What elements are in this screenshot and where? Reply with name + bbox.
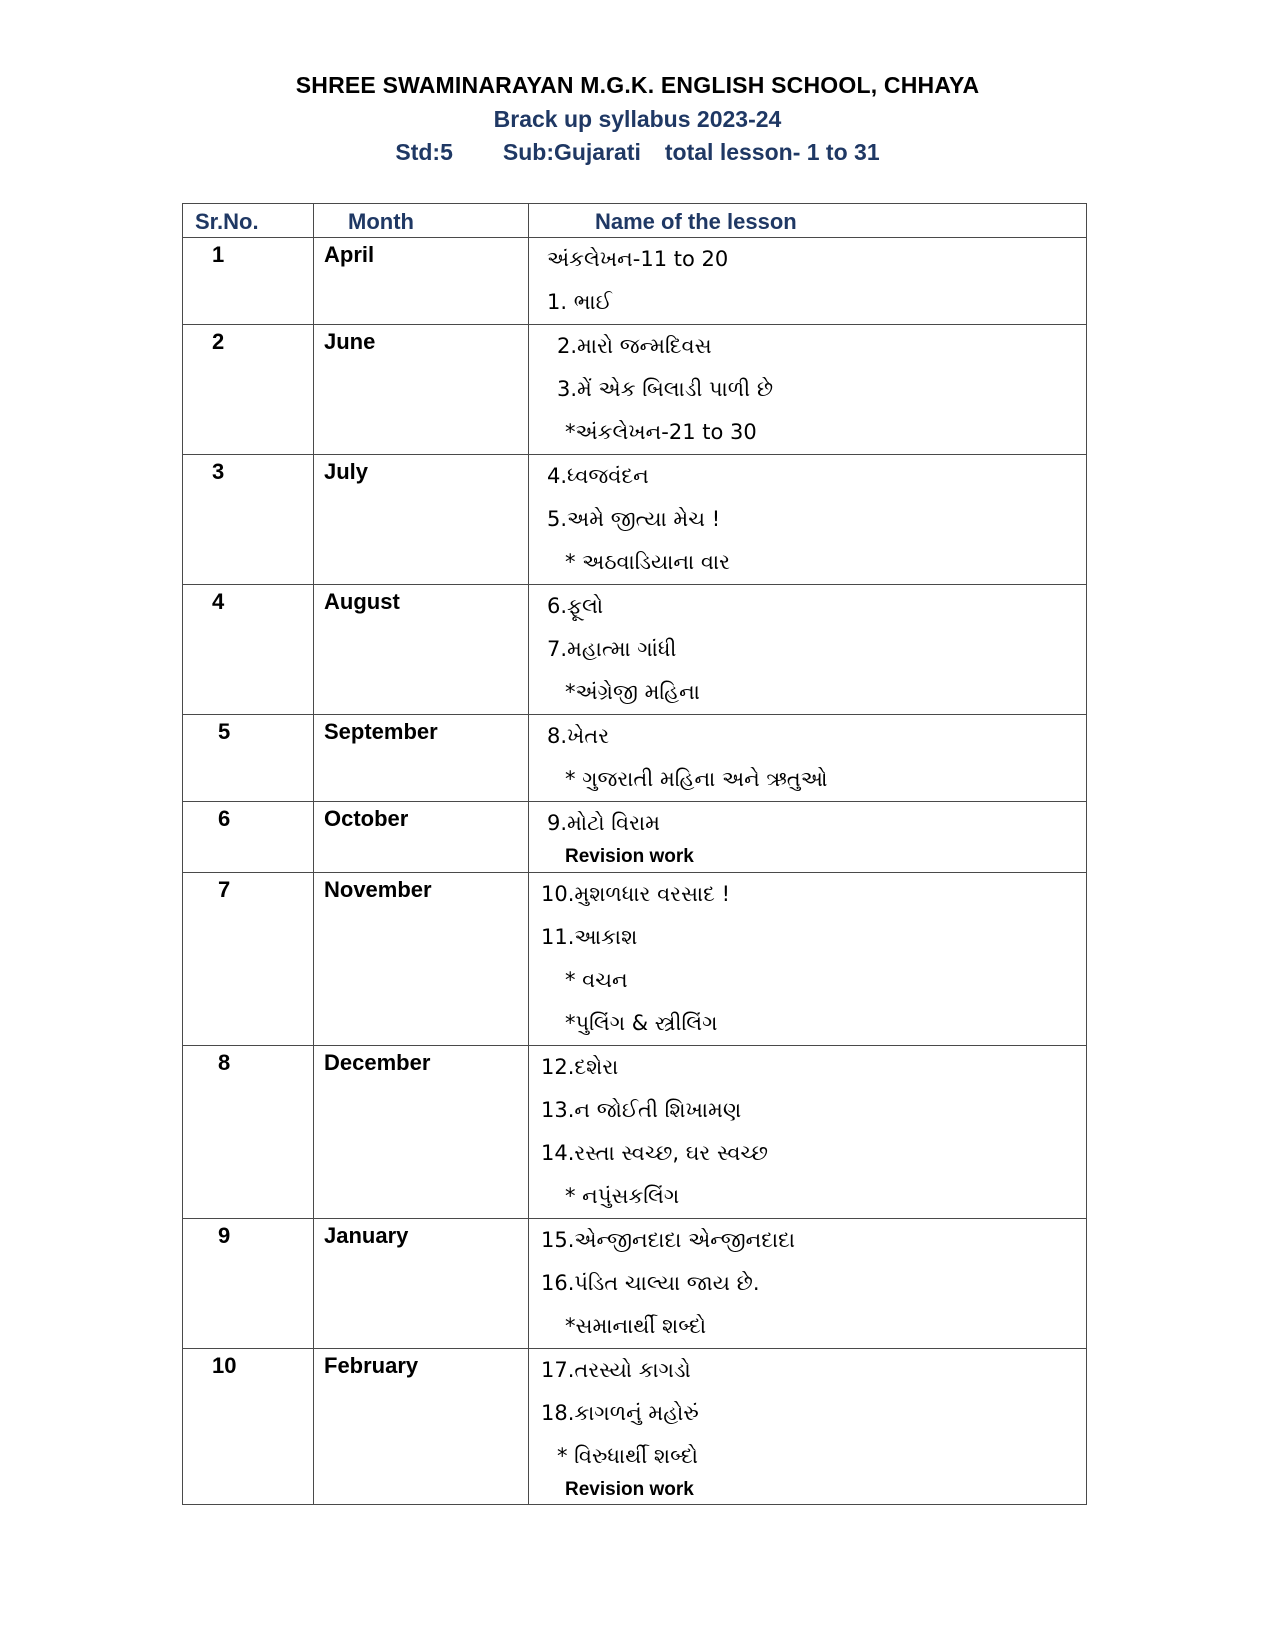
sr-no-cell: 1 xyxy=(183,238,314,325)
month-cell: October xyxy=(314,802,529,873)
sr-no-cell: 3 xyxy=(183,455,314,585)
column-header-sr-no: Sr.No. xyxy=(183,204,314,238)
sr-no-cell: 10 xyxy=(183,1349,314,1505)
table-row xyxy=(183,873,1087,1046)
table-row xyxy=(183,325,1087,455)
lesson-cell xyxy=(529,1219,1087,1349)
lesson-item: 3.મેં એક બિલાડી પાળી છે xyxy=(557,377,774,401)
lesson-item: * વચન xyxy=(565,968,628,992)
total-lessons-label: total lesson- 1 to 31 xyxy=(664,139,880,165)
lesson-item: 18.કાગળનું મહોરું xyxy=(541,1401,699,1425)
lesson-item: * અઠવાડિયાના વાર xyxy=(565,550,730,574)
lesson-item: *સમાનાર્થી શબ્દો xyxy=(565,1314,707,1338)
month-cell: November xyxy=(314,873,529,1046)
lesson-cell xyxy=(529,455,1087,585)
lesson-item: 4.ધ્વજવંદન xyxy=(547,464,649,488)
syllabus-title: Brack up syllabus 2023-24 xyxy=(493,106,782,132)
lesson-item: 14.રસ્તા સ્વચ્છ, ઘર સ્વચ્છ xyxy=(541,1141,768,1165)
sr-no-cell: 6 xyxy=(183,802,314,873)
month-cell: January xyxy=(314,1219,529,1349)
sr-no-cell: 8 xyxy=(183,1046,314,1219)
sr-no-cell: 2 xyxy=(183,325,314,455)
lesson-item: *અંકલેખન-21 to 30 xyxy=(565,420,757,444)
month-cell: September xyxy=(314,715,529,802)
subject-label: Sub:Gujarati xyxy=(502,139,641,165)
standard-label: Std:5 xyxy=(395,139,453,165)
revision-work-label: Revision work xyxy=(565,846,694,867)
lesson-cell xyxy=(529,238,1087,325)
lesson-item: 15.એન્જીનદાદા એન્જીનદાદા xyxy=(541,1228,796,1252)
sr-no-cell: 5 xyxy=(183,715,314,802)
syllabus-subtitle xyxy=(0,139,1275,166)
lesson-item: *પુલિંગ & સ્ત્રીલિંગ xyxy=(565,1011,718,1035)
table-row xyxy=(183,1046,1087,1219)
lesson-cell xyxy=(529,715,1087,802)
table-row xyxy=(183,238,1087,325)
table-row xyxy=(183,1219,1087,1349)
syllabus-table xyxy=(182,203,1087,1505)
table-header-row xyxy=(183,204,1087,238)
month-cell: August xyxy=(314,585,529,715)
lesson-cell xyxy=(529,1349,1087,1505)
month-cell: December xyxy=(314,1046,529,1219)
lesson-cell xyxy=(529,873,1087,1046)
lesson-item: * નપુંસકલિંગ xyxy=(565,1184,680,1208)
lesson-cell xyxy=(529,325,1087,455)
sr-no-cell: 9 xyxy=(183,1219,314,1349)
lesson-cell xyxy=(529,585,1087,715)
lesson-item: 11.આકાશ xyxy=(541,925,638,949)
table-row xyxy=(183,715,1087,802)
lesson-item: 2.મારો જન્મદિવસ xyxy=(557,334,712,358)
revision-work-label: Revision work xyxy=(565,1479,694,1500)
sr-no-cell: 7 xyxy=(183,873,314,1046)
lesson-item: 10.મુશળધાર વરસાદ ! xyxy=(541,882,730,906)
lesson-item: 1. ભાઈ xyxy=(547,290,612,314)
lesson-item: 7.મહાત્મા ગાંધી xyxy=(547,637,677,661)
lesson-cell xyxy=(529,802,1087,873)
table-row xyxy=(183,1349,1087,1505)
lesson-item: 17.તરસ્યો કાગડો xyxy=(541,1358,691,1382)
month-cell: June xyxy=(314,325,529,455)
month-cell: February xyxy=(314,1349,529,1505)
lesson-cell xyxy=(529,1046,1087,1219)
table-row xyxy=(183,585,1087,715)
sr-no-cell: 4 xyxy=(183,585,314,715)
lesson-item: 12.દશેરા xyxy=(541,1055,619,1079)
lesson-item: 13.ન જોઈતી શિખામણ xyxy=(541,1098,742,1122)
lesson-item: *અંગ્રેજી મહિના xyxy=(565,680,700,704)
lesson-item: 16.પંડિત ચાલ્યા જાય છે. xyxy=(541,1271,760,1295)
school-name: SHREE SWAMINARAYAN M.G.K. ENGLISH SCHOOL, CHHAYA xyxy=(295,72,980,98)
table-row xyxy=(183,455,1087,585)
lesson-item: * ગુજરાતી મહિના અને ઋતુઓ xyxy=(565,767,828,791)
column-header-month: Month xyxy=(314,204,529,238)
lesson-item: * વિરુધાર્થી શબ્દો xyxy=(557,1444,698,1468)
lesson-item: 9.મોટો વિરામ xyxy=(547,811,660,835)
lesson-item: 6.ફૂલો xyxy=(547,594,604,618)
lesson-item: 8.ખેતર xyxy=(547,724,610,748)
table-row xyxy=(183,802,1087,873)
month-cell: April xyxy=(314,238,529,325)
month-cell: July xyxy=(314,455,529,585)
lesson-item: 5.અમે જીત્યા મેચ ! xyxy=(547,507,721,531)
lesson-item: અંકલેખન-11 to 20 xyxy=(547,247,729,271)
column-header-lesson: Name of the lesson xyxy=(529,204,1087,238)
